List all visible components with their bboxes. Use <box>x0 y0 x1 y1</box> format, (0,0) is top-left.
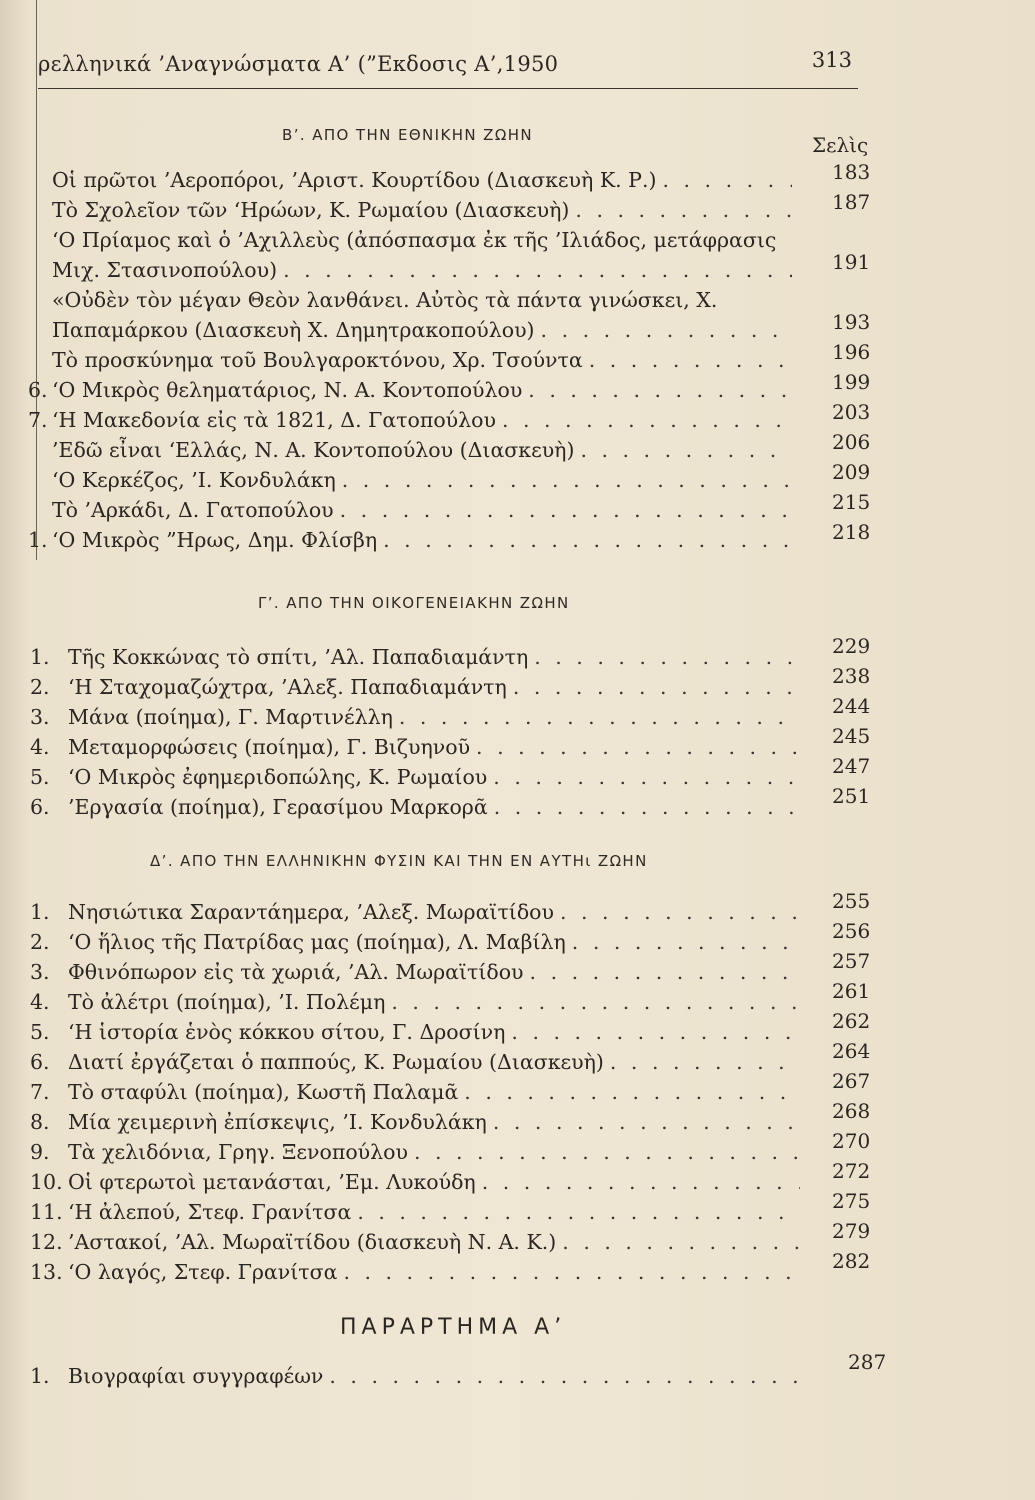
page-ref: 267 <box>832 1069 871 1093</box>
appendix-title: ΠΑΡΑΡΤΗΜΑ Α’ <box>340 1315 567 1340</box>
toc-entry: 6. ’Εργασία (ποίημα), Γερασίμου Μαρκορᾶ . . . <box>30 795 800 825</box>
page-ref: 206 <box>832 430 871 454</box>
page-ref: 268 <box>832 1099 871 1123</box>
page-ref: 245 <box>832 724 871 748</box>
page-ref: 282 <box>832 1249 871 1273</box>
toc-entry: ’Εδῶ εἶναι ‘Ελλάς, Ν. Α. Κοντοπούλου (Διασκευὴ) . . . <box>52 438 792 468</box>
page-ref: 199 <box>832 370 871 394</box>
page-ref: 215 <box>832 490 871 514</box>
toc-entry: 1. ‘Ο Μικρὸς ”Ηρως, Δημ. Φλίσβη . . . <box>28 528 792 558</box>
toc-entry: 3. Μάνα (ποίημα), Γ. Μαρτινέλλη . . . <box>30 705 800 735</box>
toc-entry: 1. Νησιώτικα Σαραντάημερα, ’Αλεξ. Μωραϊτίδου . . . <box>30 900 800 930</box>
toc-entry: 1. Τῆς Κοκκώνας τὸ σπίτι, ’Αλ. Παπαδιαμάντη . . . <box>30 645 800 675</box>
toc-entry: 6. Διατί ἐργάζεται ὁ παππούς, Κ. Ρωμαίου (Διασκευὴ) . . . <box>30 1050 800 1080</box>
page-ref: 247 <box>832 754 871 778</box>
page-ref: 275 <box>832 1189 871 1213</box>
page-number: 313 <box>811 48 852 72</box>
page-ref: 251 <box>832 784 871 808</box>
toc-entry: 2. ‘Ο ἥλιος τῆς Πατρίδας μας (ποίημα), Λ. Μαβίλη . . . <box>30 930 800 960</box>
page-ref: 244 <box>832 694 871 718</box>
toc-entry: Τὸ προσκύνημα τοῦ Βουλγαροκτόνου, Χρ. Τσούντα . . . <box>52 348 792 378</box>
page-ref: 187 <box>832 190 871 214</box>
toc-entry: 5. ‘Ο Μικρὸς ἐφημεριδοπώλης, Κ. Ρωμαίου . . . <box>30 765 800 795</box>
section-c-heading: Γ’. ΑΠΟ ΤΗΝ ΟΙΚΟΓΕΝΕΙΑΚΗΝ ΖΩΗΝ <box>258 594 570 612</box>
page-ref: 218 <box>832 520 871 544</box>
toc-entry: 6. ‘Ο Μικρὸς θεληματάριος, Ν. Α. Κοντοπούλου . . . <box>28 378 792 408</box>
page-ref: 257 <box>832 949 871 973</box>
toc-entry: «Οὐδὲν τὸν μέγαν Θεὸν λανθάνει. Αὐτὸς τὰ πάντα γινώσκει, Χ. <box>52 288 718 312</box>
toc-entry: 4. Μεταμορφώσεις (ποίημα), Γ. Βιζυηνοῦ . . . <box>30 735 800 765</box>
page-ref: 261 <box>832 979 871 1003</box>
page-ref: 264 <box>832 1039 871 1063</box>
page-ref: 272 <box>832 1159 871 1183</box>
toc-entry: 2. ‘Η Σταχομαζώχτρα, ’Αλεξ. Παπαδιαμάντη . . . <box>30 675 800 705</box>
toc-entry: 13. ‘Ο λαγός, Στεφ. Γρανίτσα . . . <box>30 1260 800 1290</box>
toc-entry: 7. ‘Η Μακεδονία εἰς τὰ 1821, Δ. Γατοπούλου . . . <box>28 408 792 438</box>
toc-entry: 11. ‘Η ἀλεπού, Στεφ. Γρανίτσα . . . <box>30 1200 800 1230</box>
toc-entry: 1. Βιογραφίαι συγγραφέων . . . <box>30 1364 800 1394</box>
page-ref: 270 <box>832 1129 871 1153</box>
toc-entry: Τὸ Σχολεῖον τῶν ‘Ηρώων, Κ. Ρωμαίου (Διασκευὴ) . . . <box>52 198 792 228</box>
toc-entry: 12. ’Αστακοί, ’Αλ. Μωραϊτίδου (διασκευὴ Ν. Α. Κ.) . . . <box>30 1230 800 1260</box>
toc-entry: 7. Τὸ σταφύλι (ποίημα), Κωστῆ Παλαμᾶ . . . <box>30 1080 800 1110</box>
toc-entry: Τὸ ’Αρκάδι, Δ. Γατοπούλου . . . <box>52 498 792 528</box>
toc-entry: Μιχ. Στασινοπούλου) . . . <box>52 258 792 288</box>
page-ref: 256 <box>832 919 871 943</box>
toc-entry: Παπαμάρκου (Διασκευὴ Χ. Δημητρακοπούλου) . . . <box>52 318 792 348</box>
page-header <box>38 48 858 89</box>
page-ref: 196 <box>832 340 871 364</box>
running-title: ρελληνικά ’Αναγνώσματα Α’ (”Εκδοσις Α’,1950 <box>38 52 559 76</box>
toc-entry: ‘Ο Πρίαμος καὶ ὁ ’Αχιλλεὺς (ἀπόσπασμα ἐκ τῆς ’Ιλιάδος, μετάφρασις <box>52 228 777 252</box>
page-ref: 279 <box>832 1219 871 1243</box>
page-ref: 255 <box>832 889 871 913</box>
page-ref: 287 <box>848 1350 887 1374</box>
toc-entry: Οἱ πρῶτοι ’Αεροπόροι, ’Αριστ. Κουρτίδου (Διασκευὴ Κ. Ρ.) . . . <box>52 168 792 198</box>
page-ref: 238 <box>832 664 871 688</box>
page-ref: 193 <box>832 310 871 334</box>
section-b-heading: Β’. ΑΠΟ ΤΗΝ ΕΘΝΙΚΗΝ ΖΩΗΝ <box>282 126 534 144</box>
toc-entry: 9. Τὰ χελιδόνια, Γρηγ. Ξενοπούλου . . . <box>30 1140 800 1170</box>
toc-entry: 8. Μία χειμερινὴ ἐπίσκεψις, ’Ι. Κονδυλάκη . . . <box>30 1110 800 1140</box>
toc-entry: 3. Φθινόπωρον εἰς τὰ χωριά, ’Αλ. Μωραϊτίδου . . . <box>30 960 800 990</box>
page-ref: 262 <box>832 1009 871 1033</box>
page-ref: 183 <box>832 160 871 184</box>
toc-entry: 5. ‘Η ἱστορία ἑνὸς κόκκου σίτου, Γ. Δροσίνη . . . <box>30 1020 800 1050</box>
toc-entry: 4. Τὸ ἀλέτρι (ποίημα), ’Ι. Πολέμη . . . <box>30 990 800 1020</box>
page-ref: 191 <box>832 250 871 274</box>
binding-line <box>36 0 37 560</box>
toc-entry: ‘Ο Κερκέζος, ’Ι. Κονδυλάκη . . . <box>52 468 792 498</box>
page-ref: 229 <box>832 634 871 658</box>
section-d-heading: Δ’. ΑΠΟ ΤΗΝ ΕΛΛΗΝΙΚΗΝ ΦΥΣΙΝ ΚΑΙ ΤΗΝ ΕΝ ΑΥΤΗι ΖΩΗΝ <box>150 852 648 870</box>
toc-entry: 10. Οἱ φτερωτοὶ μετανάσται, ’Εμ. Λυκούδη . . . <box>30 1170 800 1200</box>
page-column-label: Σελὶς <box>812 133 869 157</box>
page-ref: 203 <box>832 400 871 424</box>
page-ref: 209 <box>832 460 871 484</box>
